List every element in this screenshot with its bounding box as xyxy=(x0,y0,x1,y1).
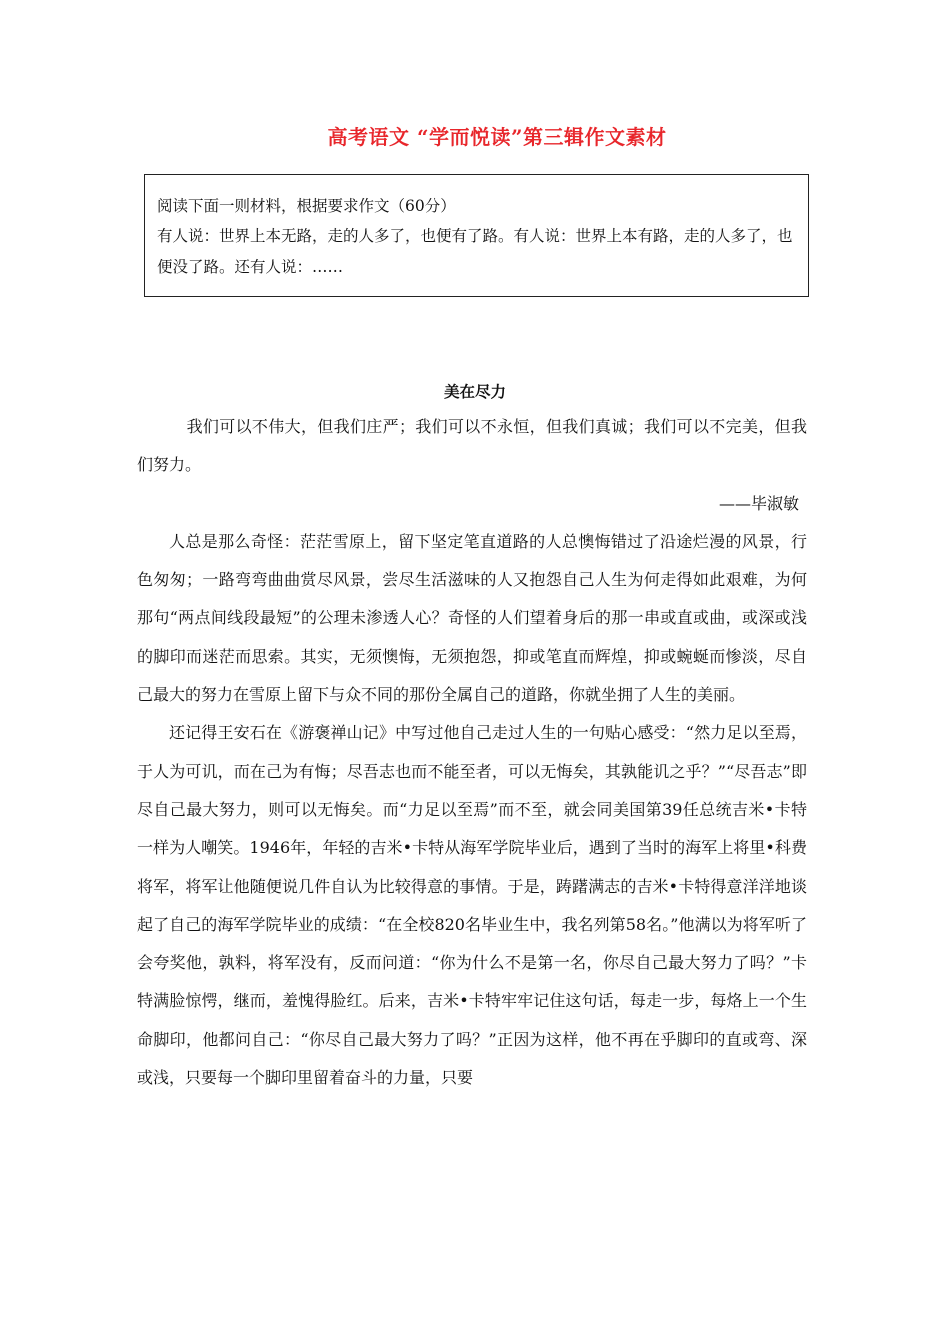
essay-title: 美在尽力 xyxy=(443,382,506,401)
prompt-instruction: 阅读下面一则材料，根据要求作文（60分） xyxy=(157,197,456,215)
essay-body xyxy=(137,408,807,1097)
prompt-box xyxy=(144,174,809,297)
essay-paragraph: 人总是那么奇怪：茫茫雪原上，留下坚定笔直道路的人总懊悔错过了沿途烂漫的风景，行色匆匆；一路弯弯曲曲赏尽风景，尝尽生活滋味的人又抱怨自己人生为何走得如此艰难，为何那句“两点间线段最短”的公理未渗透人心？奇怪的人们望着身后的那一串或直或曲，或深或浅的脚印而迷茫而思索。其实，无须懊悔，无须抱怨，抑或笔直而辉煌，抑或蜿蜒而惨淡，尽自己最大的努力在雪原上留下与众不同的那份全属自己的道路，你就坐拥了人生的美丽。 xyxy=(137,531,807,705)
epigraph-author: ——毕淑敏 xyxy=(718,493,799,513)
essay-paragraph: 还记得王安石在《游褒禅山记》中写过他自己走过人生的一句贴心感受：“然力足以至焉，于人为可讥，而在己为有悔；尽吾志也而不能至者，可以无悔矣，其孰能讥之乎？”“尽吾志”即尽自己最大努力，则可以无悔矣。而“力足以至焉”而不至，就会同美国第39任总统吉米•卡特一样为人嘲笑。1946年，年轻的吉米•卡特从海军学院毕业后，遇到了当时的海军上将里•科费将军，将军让他随便说几件自认为比较得意的事情。于是，踌躇满志的吉米•卡特得意洋洋地谈起了自己的海军学院毕业的成绩：“在全校820名毕业生中，我名列第58名。”他满以为将军听了会夸奖他，孰料，将军没有，反而问道：“你为什么不是第一名，你尽自己最大努力了吗？”卡特满脸惊愕，继而，羞愧得脸红。后来，吉米•卡特牢牢记住这句话，每走一步，每烙上一个生命脚印，他都问自己：“你尽自己最大努力了吗？”正因为这样，他不再在乎脚印的直或弯、深或浅，只要每一个脚印里留着奋斗的力量，只要 xyxy=(137,723,807,1088)
prompt-material: 有人说：世界上本无路，走的人多了，也便有了路。有人说：世界上本有路，走的人多了，也便没了路。还有人说：…… xyxy=(157,227,793,276)
document-title: 高考语文 “学而悦读”第三辑作文素材 xyxy=(327,125,667,149)
essay-epigraph: 我们可以不伟大，但我们庄严；我们可以不永恒，但我们真诚；我们可以不完美，但我们努力。 xyxy=(137,417,807,475)
